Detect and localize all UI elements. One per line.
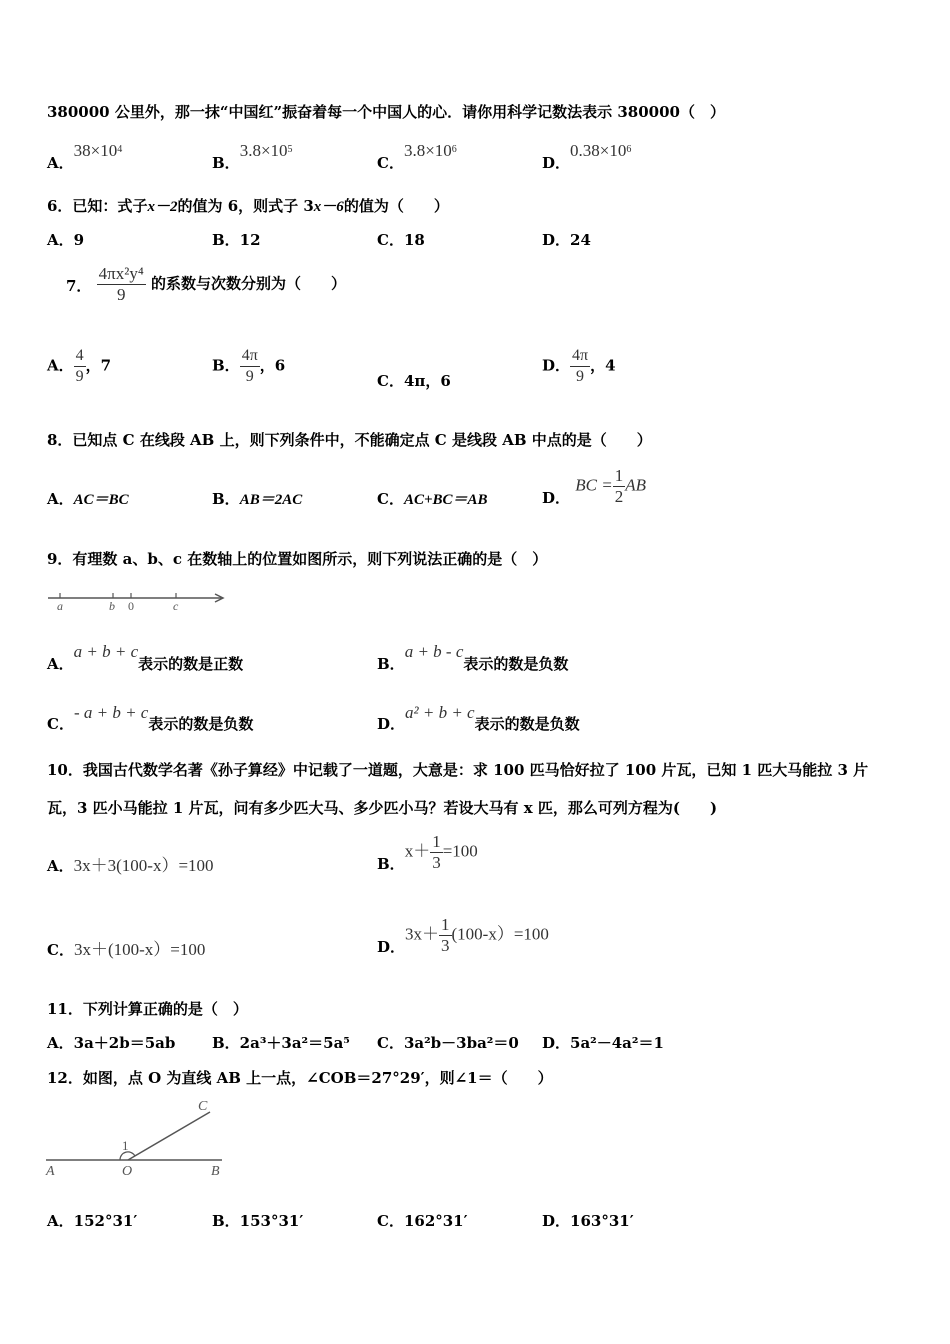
q7-option-c: C．4π，6 xyxy=(377,372,451,390)
q10-stem-line1: 10．我国古代数学名著《孙子算经》中记载了一道题，大意是：求 100 匹马恰好拉了 100 片瓦，已知 1 匹大马能拉 3 片 xyxy=(47,761,869,779)
q6-option-a: A．9 xyxy=(47,231,85,249)
q7-option-d: D． $\frac{4\pi}{9}$ ，4 xyxy=(542,347,616,385)
q12-angle-figure xyxy=(44,1094,226,1180)
label-c: C xyxy=(198,1099,208,1114)
q9-option-a: A．a + b + c表示的数是正数 xyxy=(47,642,244,673)
q5-option-b: B．$3.8\times 10^5$ xyxy=(212,141,293,172)
q8-stem: 8．已知点 C 在线段 AB 上，则下列条件中，不能确定点 C 是线段 AB 中点的是（ ） xyxy=(47,431,652,449)
label-b: B xyxy=(211,1164,220,1179)
q12-option-b: B．153°31′ xyxy=(212,1212,304,1230)
q8-option-d: D． BC = $\frac{1}{2}$ AB xyxy=(542,466,646,507)
q11-stem: 11．下列计算正确的是（ ） xyxy=(47,1000,248,1018)
q8-option-c: C．AC+BC＝AB xyxy=(377,490,488,508)
label-angle-1: 1 xyxy=(122,1138,129,1153)
q6-option-c: C．18 xyxy=(377,231,425,249)
label-b: b xyxy=(109,599,115,613)
label-c: c xyxy=(173,599,179,613)
label-o: O xyxy=(122,1164,133,1179)
q10-option-d: D．3x＋ $\frac{1}{3}$ (100-x）=100 xyxy=(377,915,549,956)
q5-option-d: D．$0.38\times 10^6$ xyxy=(542,141,632,172)
q9-option-b: B．a + b - c表示的数是负数 xyxy=(377,642,569,673)
q10-option-b: B．x＋ $\frac{1}{3}$ =100 xyxy=(377,832,478,873)
q12-stem: 12．如图，点 O 为直线 AB 上一点，∠COB＝27°29′，则∠1＝（ ） xyxy=(47,1069,553,1087)
q5-option-a: A．$38\times 10^4$ xyxy=(47,141,123,172)
q11-option-c: C．3a²b－3ba²＝0 xyxy=(377,1034,519,1052)
q9-option-d: D．a² + b + c表示的数是负数 xyxy=(377,703,580,733)
label-zero: 0 xyxy=(128,599,134,613)
q6-option-b: B．12 xyxy=(212,231,261,249)
q11-option-a: A．3a＋2b＝5ab xyxy=(47,1034,176,1052)
q7-expression-fraction: $\frac{\text{4πx²y⁴}}{9}$ xyxy=(98,264,144,304)
q7-option-b: B． $\frac{4\pi}{9}$ ，6 xyxy=(212,347,286,385)
q10-stem-line2: 瓦，3 匹小马能拉 1 片瓦，问有多少匹大马、多少匹小马？若设大马有 x 匹，那么可列方程为( ) xyxy=(47,799,718,817)
q8-option-b: B．AB＝2AC xyxy=(212,490,303,508)
q12-option-d: D．163°31′ xyxy=(542,1212,634,1230)
q9-number-line-figure xyxy=(46,588,228,614)
q7-stem: 7． $\frac{\text{4πx²y⁴}}{9}$ 的系数与次数分别为（ ） xyxy=(66,264,347,304)
label-a: a xyxy=(57,599,63,613)
ray-oc xyxy=(128,1112,210,1160)
q5-option-c: C．$3.8\times 10^6$ xyxy=(377,141,457,172)
label-a: A xyxy=(46,1164,55,1179)
q12-option-a: A．152°31′ xyxy=(47,1212,138,1230)
q6-option-d: D．24 xyxy=(542,231,591,249)
q8-option-a: A．AC＝BC xyxy=(47,490,129,508)
q5-stem: 380000 公里外，那一抹“中国红”振奋着每一个中国人的心．请你用科学记数法表示 380000（ ） xyxy=(47,103,725,121)
q9-stem: 9．有理数 a、b、c 在数轴上的位置如图所示，则下列说法正确的是（ ） xyxy=(47,550,548,568)
angle-1-arc xyxy=(120,1152,135,1160)
q7-option-a: A． $\frac{4}{9}$ ，7 xyxy=(47,347,112,385)
q10-option-c: C．3x＋(100-x）=100 xyxy=(47,940,206,959)
q10-option-a: A．3x＋3(100-x）=100 xyxy=(47,856,214,875)
q6-stem: 6．已知：式子x－2的值为 6，则式子 3x－6的值为（ ） xyxy=(47,197,449,215)
q9-option-c: C．- a + b + c表示的数是负数 xyxy=(47,703,254,733)
q12-option-c: C．162°31′ xyxy=(377,1212,468,1230)
q11-option-b: B．2a³＋3a²＝5a⁵ xyxy=(212,1034,350,1052)
q11-option-d: D．5a²－4a²＝1 xyxy=(542,1034,664,1052)
